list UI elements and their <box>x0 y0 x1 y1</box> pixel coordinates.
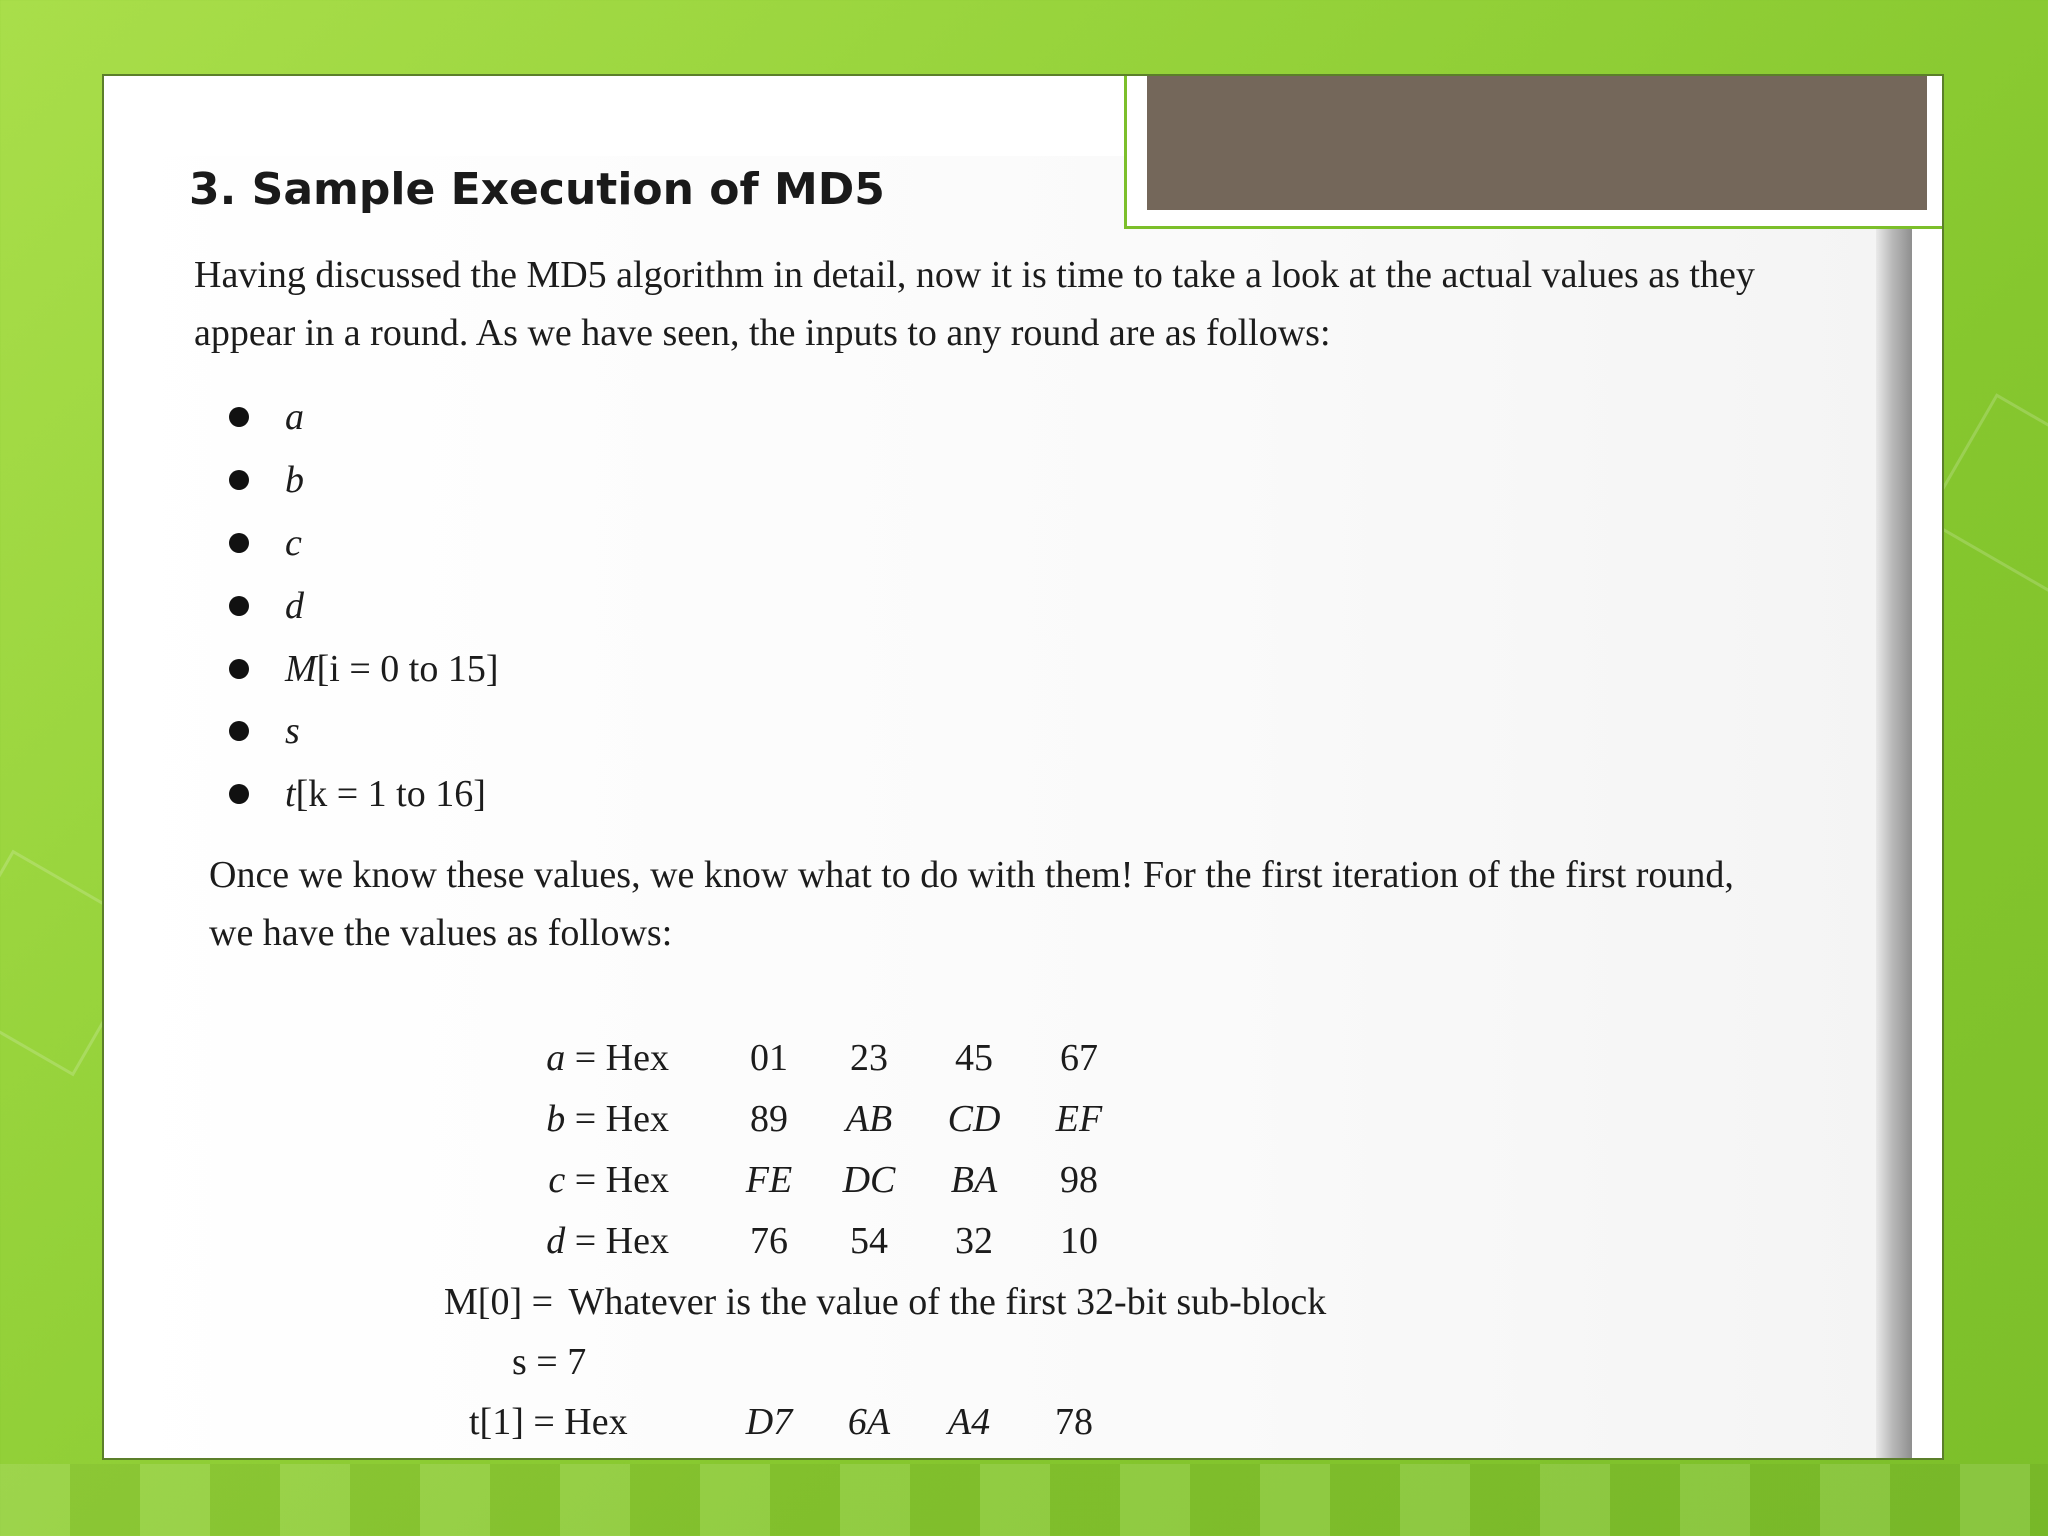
bullet-icon <box>229 784 249 804</box>
list-item: a <box>229 386 499 449</box>
bullet-icon <box>229 470 249 490</box>
followup-line: we have the values as follows: <box>209 912 673 954</box>
slide-card: 3. Sample Execution of MD5 Having discussed the MD5 algorithm in detail, now it is time to take a look at the actual values as they appear in a round. As we have seen, the inputs to any round are as follows: a b c d M [i = 0 to 15] s t [k = 1 to 16] Once we know these values, we know what to do with them! For the first iteration of the first round, we have the values as follows: a = Hex 01 23 45 67 b = Hex 89 AB CD EF c = Hex FE DC BA 98 d = Hex 76 54 32 10 M[0] = Whatever is the value of the first 32-bit sub-block s = 7 t[1] = Hex D7 6A A4 78 <box>102 74 1944 1460</box>
bullet-icon <box>229 659 249 679</box>
list-item: b <box>229 449 499 512</box>
t1-row: t[1] = Hex D7 6A A4 78 <box>469 1401 1093 1443</box>
intro-line: Having discussed the MD5 algorithm in detail, now it is time to take a look at the actual values as they <box>194 254 1755 296</box>
bullet-icon <box>229 533 249 553</box>
page-gutter-shadow <box>1876 156 1912 1460</box>
bullet-icon <box>229 721 249 741</box>
title-placeholder-box <box>1124 76 1944 229</box>
bullet-icon <box>229 407 249 427</box>
intro-paragraph <box>194 246 1755 362</box>
list-item: d <box>229 574 499 637</box>
list-item: M [i = 0 to 15] <box>229 637 499 700</box>
round-inputs-list <box>229 386 499 826</box>
followup-paragraph <box>209 846 1734 962</box>
background-stripe <box>0 1464 2048 1536</box>
page-title: 3. Sample Execution of MD5 <box>189 164 885 215</box>
list-item: s <box>229 700 499 763</box>
list-item: c <box>229 512 499 575</box>
followup-line: Once we know these values, we know what to do with them! For the first iteration of the first round, <box>209 854 1734 896</box>
intro-line: appear in a round. As we have seen, the inputs to any round are as follows: <box>194 312 1331 354</box>
list-item: t [k = 1 to 16] <box>229 763 499 826</box>
m0-row: M[0] = Whatever is the value of the first 32-bit sub-block <box>444 1281 1327 1323</box>
s-row: s = 7 <box>512 1341 587 1383</box>
title-placeholder-fill <box>1147 76 1927 210</box>
bullet-icon <box>229 596 249 616</box>
